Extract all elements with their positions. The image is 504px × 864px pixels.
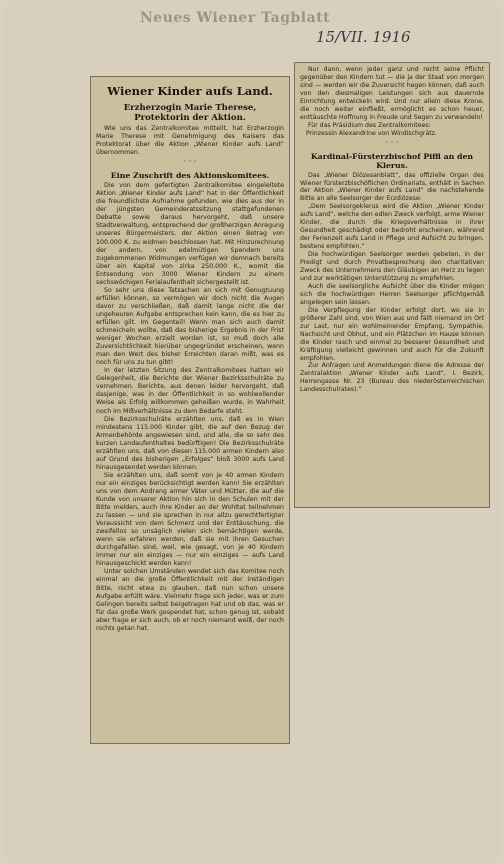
body-paragraph: Die hochwürdigen Seelsorger werden gebeten, in der Predigt und durch Privatbesprechung den charitativen Zweck des Unternehmens den Gläubigen an Herz zu legen und zur werktätigen Unterstützung zu empfehlen. [300, 251, 484, 282]
body-paragraph: Sie erzählten uns, daß somit von je 40 armen Kindern nur ein einziges berücksichtigt werden kann! Sie erzählten uns von dem Andrang armer Väter und Mütter, die auf die Kunde von unserer Aktion hin sich in den Schulen mit der Bitte melden, auch ihre Kinder an der Wohltat teilnehmen zu lassen — und sie sprechen in nur allzu gerechtfertigter Voraussicht von dem Schmerz und der Enttäuschung, die zweifellos so unsäglich vielen sich bemächtigen werde, wenn sie erfahren werden, daß sie mit ihren Gesuchen durchgefallen sind, weil, wie gesagt, von je 40 Kindern immer nur ein einziges — nur ein einziges — aufs Land hinausgeschickt werden kann! [96, 471, 284, 568]
body-paragraph: Das „Wiener Diözesanblatt“, das offizielle Organ des Wiener fürsterzbischöflichen Ordinariats, enthält in Sachen der Aktion „Wiener Kinder aufs Land“ die nachstehende Bitte an alle Seelsorger der Erzdiözese: [300, 171, 484, 203]
body-paragraph: Auch die seelsorgliche Aufsicht über die Kinder mögen sich die hochwürdigen Herren Seelsorger pflichtgemäß angelegen sein lassen. [300, 282, 484, 306]
section-title: Kardinal-Fürsterzbischof Piffl an den Klerus. [310, 151, 474, 170]
body-paragraph: „Dem Seelsorgeklerus wird die Aktion „Wiener Kinder aufs Land“, welche den edlen Zweck verfolgt, arme Wiener Kinder, die durch die Kriegsverhältnisse in ihrer Gesundheit geschädigt oder bedroht erscheinen, während der Ferienzeit aufs Land in Pflege und Aufsicht zu bringen, bestens empfohlen.“ [300, 203, 484, 251]
body-paragraph: Für das Präsidium des Zentralkomitees: [308, 121, 431, 129]
body-paragraph: Zur Anfragen und Anmeldungen diene die Adresse der Zentralaktion „Wiener Kinder aufs Land“, I. Bezirk, Herrengasse Nr. 23 (Bureau des niederösterreichischen Landesschulrates).“ [300, 362, 484, 394]
body-paragraph: Die Verpflegung der Kinder erfolgt dort, wo sie in größerer Zahl sind, von Wien aus und fällt niemand im Ort zur Last, nur ein wohlmeinender Empfang, Sympathie, Nachsicht und Obhut, und ein Plätzchen im Hause können die Kinder rasch und einmal zu besserer Gesundheit und Kräftigung vielleicht gewinnen und auch für die Zukunft empfohlen. [300, 306, 484, 362]
body-paragraph: Die Bezirksschulräte erzählten uns, daß es in Wien mindestens 115.000 Kinder gibt, die auf den Bezug der Armenbehörde angewiesen sind, und alle, die so sehr des kurzen Landaufenthaltes bedürftigen! Die Bezirksschulräte erzählten uns, daß von diesen 115.000 armen Kindern also auf Grund des bisherigen „Erfolges“ bloß 3000 aufs Land hinausgesendet werden können. [96, 415, 284, 471]
section-title: Eine Zuschrift des Aktionskomitees. [110, 171, 270, 181]
newspaper-masthead: Neues Wiener Tagblatt [140, 10, 331, 26]
body-paragraph: Unter solchen Umständen wendet sich das Komitee noch einmal an die große Öffentlichkeit mit der inständigen Bitte, nicht etwa zu glauben, daß nun schon unsere Aufgabe erfüllt wäre. Vielmehr frage sich jeder, was er zum Gelingen bereits selbst beigetragen hat und ob das, was er für das große Werk gespendet hat, schon genug ist, sobald aber frage er sich auch, ob er noch niemand weiß, der noch nichts getan hat. [96, 568, 284, 632]
signature-line: Prinzessin Alexandrine von Windischgrätz. [306, 129, 437, 137]
article-intro: Wie uns das Zentralkomitee mitteilt, hat Erzherzogin Marie Therese mit Genehmigung des Kaisers das Protektorat über die Aktion „Wiener Kinder aufs Land“ übernommen. [96, 125, 284, 157]
archive-sheet [4, 2, 500, 860]
body-paragraph: So sehr uns diese Tatsachen an sich mit Genugtuung erfüllen können, so vermögen wir doch nicht die Augen davor zu verschließen, daß damit lange nicht die der ungeheuren Aufgabe entsprechen kein kann, die es hier zu erfüllen gilt. Im Gegenteil! Wenn man sich auch damit schmeicheln wollte, daß das bisherige Ergebnis in der Frist weniger Wochen erzielt worden ist, so muß doch alle Zuversichtlichkeit hierüber ungegründet erscheinen, wenn man den Wert des bisher Erreichten daran mißt, was es noch für uns zu tun gibt! [96, 286, 284, 367]
body-paragraph: Die von dem gefertigten Zentralkomitee eingeleitete Aktion „Wiener Kinder aufs Land“ hat in der Öffentlichkeit die freundlichste Aufnahme gefunden, wie dies aus der in der jüngsten Gemeinderatssitzung stattgefundenen Debatte sowie daraus hervorgeht, daß unsere Stadtverwaltung, entsprechend der großherzigen Anregung unseres Bürgermeisters, der Aktion einen Betrag von 100.000 K. zu widmen beschlossen hat. Mit Hinzurechnung der andern, von edelmütigen Spendern uns zugekommenen Widmungen verfügen wir demnach bereits über ein Kapital von zirka 250.000 K., womit die Entsendung von 3000 Wiener Kindern zu einem sechswöchigen Ferialaufenthalt sichergestellt ist. [96, 182, 284, 286]
handwritten-date: 15/VII. 1916 [316, 28, 411, 46]
separator-ornament: · · · [385, 137, 399, 147]
body-paragraph: In der letzten Sitzung des Zentralkomitees hatten wir Gelegenheit, die Berichte der Wiener Bezirksschulräte zu vernehmen. Berichte, aus denen leider hervorgeht, daß dasjenige, was in der Öffentlichkeit in so wohlwollender Weise als Erfolg willkommen geheißen wurde, in Wahrheit noch im Mißverhältnisse zu dem Bedarfe steht. [96, 367, 284, 415]
clipping-right [294, 62, 490, 508]
article-subtitle: Erzherzogin Marie Therese, Protektorin der Aktion. [123, 103, 257, 123]
separator-ornament: · · · [183, 157, 197, 167]
body-paragraph: Nur dann, wenn jeder ganz und recht seine Pflicht gegenüber den Kindern tut — die ja der Staat von morgen sind — werden wir die Zuversicht hegen können, daß auch von den diesmaligen Leistungen sich aus dauernde Einrichtung entwickeln wird. Und nur allein diese Krone, die noch weiter einfließt, ermöglicht es schon heuer, enttäuschte Hoffnung in Freude und Segen zu verwandeln! [300, 66, 484, 121]
clipping-left [90, 76, 290, 744]
article-title: Wiener Kinder aufs Land. [107, 84, 273, 98]
